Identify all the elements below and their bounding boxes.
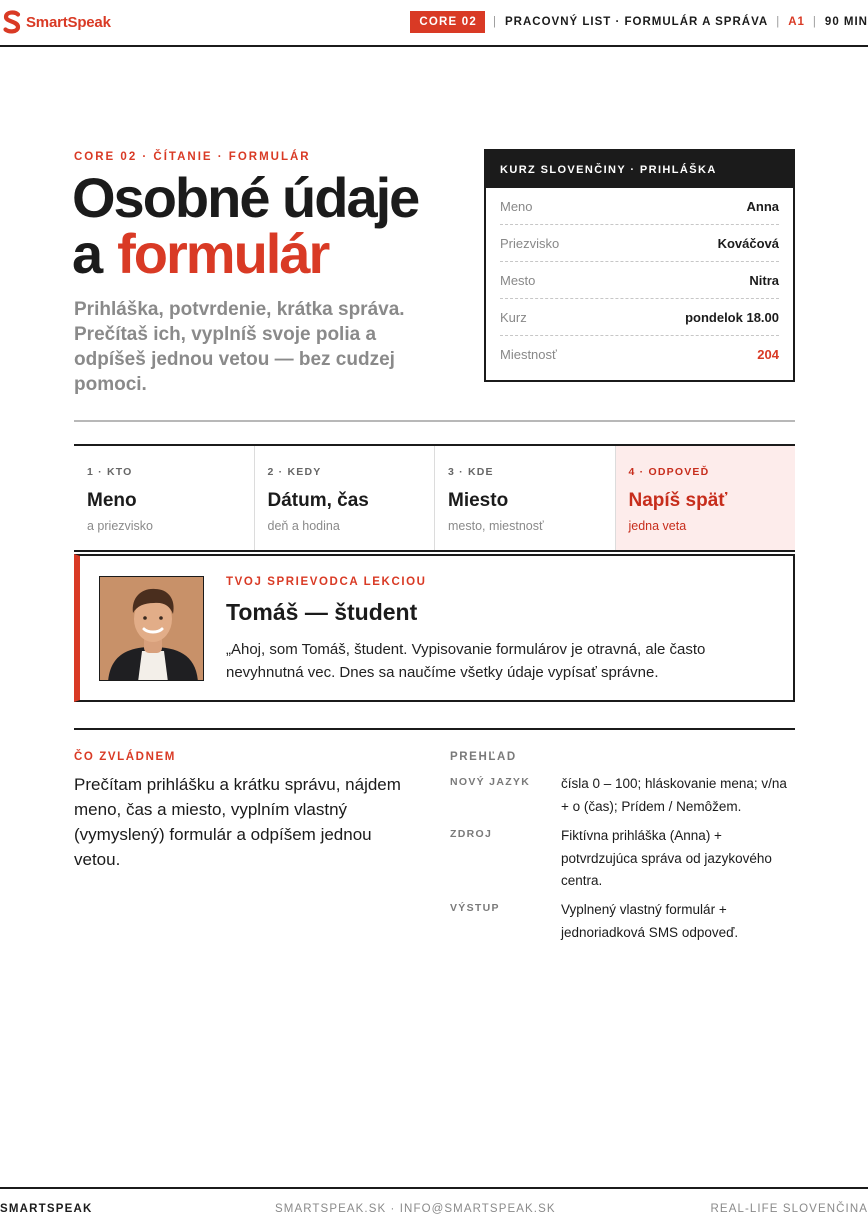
avatar bbox=[99, 576, 204, 681]
footer bbox=[0, 1187, 868, 1228]
field-value: Kováčová bbox=[717, 235, 779, 251]
top-bar bbox=[0, 0, 868, 47]
field-label: Priezvisko bbox=[500, 235, 560, 251]
field-label: Miestnosť bbox=[500, 346, 557, 362]
step-title: Napíš späť bbox=[628, 490, 728, 511]
s-swirl-logo-icon bbox=[2, 10, 22, 34]
title-a: a bbox=[72, 222, 102, 285]
can-do-text: Prečítam prihlášku a krátku správu, nájdem meno, čas a miesto, vyplním vlastný (vymyslený) formulár a odpíšem jednou vetou. bbox=[74, 775, 401, 869]
overview-key: VÝSTUP bbox=[450, 902, 500, 914]
step-subtitle: mesto, miestnosť bbox=[448, 519, 544, 533]
step-subtitle: jedna veta bbox=[628, 519, 687, 533]
module-badge: CORE 02 bbox=[410, 11, 485, 33]
separator: | bbox=[776, 16, 781, 28]
brand-name: SmartSpeak bbox=[26, 13, 111, 31]
card-row-course bbox=[500, 299, 779, 336]
level-badge: A1 bbox=[788, 16, 805, 28]
guide-quote: „Ahoj, som Tomáš, študent. Vypisovanie formulárov je otravná, ale často nevyhnutná vec. Dnes sa naučíme všetky údaje vypísať správne. bbox=[226, 641, 706, 681]
can-do-label: ČO ZVLÁDNEM bbox=[74, 751, 176, 763]
hero-eyebrow: CORE 02 · ČÍTANIE · FORMULÁR bbox=[74, 151, 311, 163]
step-who bbox=[74, 446, 254, 550]
hero-subtitle: Prihláška, potvrdenie, krátka správa. Prečítaš ich, vyplníš svoje polia a odpíšeš jednou vetou — bez cudzej pomoci. bbox=[74, 299, 405, 395]
field-value: pondelok 18.00 bbox=[685, 309, 779, 325]
step-where bbox=[434, 446, 615, 550]
page-title bbox=[72, 166, 419, 285]
field-label: Mesto bbox=[500, 272, 536, 288]
separator: | bbox=[493, 16, 497, 28]
footer-brand: SMARTSPEAK bbox=[0, 1203, 93, 1215]
brand-logo[interactable] bbox=[2, 9, 111, 35]
application-card bbox=[484, 149, 795, 382]
step-title: Miesto bbox=[448, 490, 509, 511]
step-title: Meno bbox=[87, 490, 137, 511]
steps-strip bbox=[74, 444, 795, 552]
step-number: 4 · ODPOVEĎ bbox=[628, 466, 710, 478]
footer-contact[interactable]: SMARTSPEAK.SK · INFO@SMARTSPEAK.SK bbox=[275, 1203, 556, 1215]
card-header: KURZ SLOVENČINY · PRIHLÁŠKA bbox=[486, 151, 793, 188]
step-number: 2 · KEDY bbox=[267, 466, 322, 478]
title-accent: formulár bbox=[117, 222, 329, 285]
guide-box bbox=[74, 554, 795, 702]
overview-value: Vyplnený vlastný formulár + jednoriadková SMS odpoveď. bbox=[561, 902, 739, 940]
card-rows bbox=[486, 188, 793, 372]
step-subtitle: deň a hodina bbox=[267, 519, 340, 533]
step-subtitle: a priezvisko bbox=[87, 519, 153, 533]
card-row-city bbox=[500, 262, 779, 299]
overview-key: ZDROJ bbox=[450, 828, 493, 840]
guide-tag: TVOJ SPRIEVODCA LEKCIOU bbox=[226, 576, 427, 588]
field-label: Meno bbox=[500, 198, 533, 214]
overview-value: čísla 0 – 100; hláskovanie mena; v/na + o (čas); Prídem / Nemôžem. bbox=[561, 776, 787, 814]
field-value: Anna bbox=[746, 198, 779, 214]
field-value: 204 bbox=[757, 346, 779, 362]
step-reply bbox=[615, 446, 796, 550]
guide-name: Tomáš — študent bbox=[226, 599, 418, 625]
title-line-2 bbox=[72, 222, 418, 285]
divider bbox=[74, 420, 795, 422]
overview-key: NOVÝ JAZYK bbox=[450, 776, 531, 788]
card-row-first-name bbox=[500, 188, 779, 225]
duration: 90 MIN bbox=[824, 16, 868, 28]
divider bbox=[74, 728, 795, 730]
field-value: Nitra bbox=[749, 272, 779, 288]
separator: | bbox=[812, 16, 817, 28]
doc-type: PRACOVNÝ LIST · FORMULÁR A SPRÁVA bbox=[505, 16, 769, 28]
step-when bbox=[254, 446, 435, 550]
step-number: 3 · KDE bbox=[448, 466, 494, 478]
card-row-surname bbox=[500, 225, 779, 262]
footer-tagline: REAL-LIFE SLOVENČINA bbox=[710, 1203, 868, 1215]
overview-value: Fiktívna prihláška (Anna) + potvrdzujúca správa od jazykového centra. bbox=[561, 828, 772, 888]
guide-portrait-icon bbox=[100, 577, 204, 681]
field-label: Kurz bbox=[500, 309, 527, 325]
card-row-room bbox=[500, 336, 779, 372]
step-title: Dátum, čas bbox=[267, 490, 369, 511]
topbar-meta bbox=[410, 10, 868, 34]
step-number: 1 · KTO bbox=[87, 466, 133, 478]
overview-label: PREHĽAD bbox=[450, 751, 517, 763]
title-line-1: Osobné údaje bbox=[72, 166, 419, 229]
